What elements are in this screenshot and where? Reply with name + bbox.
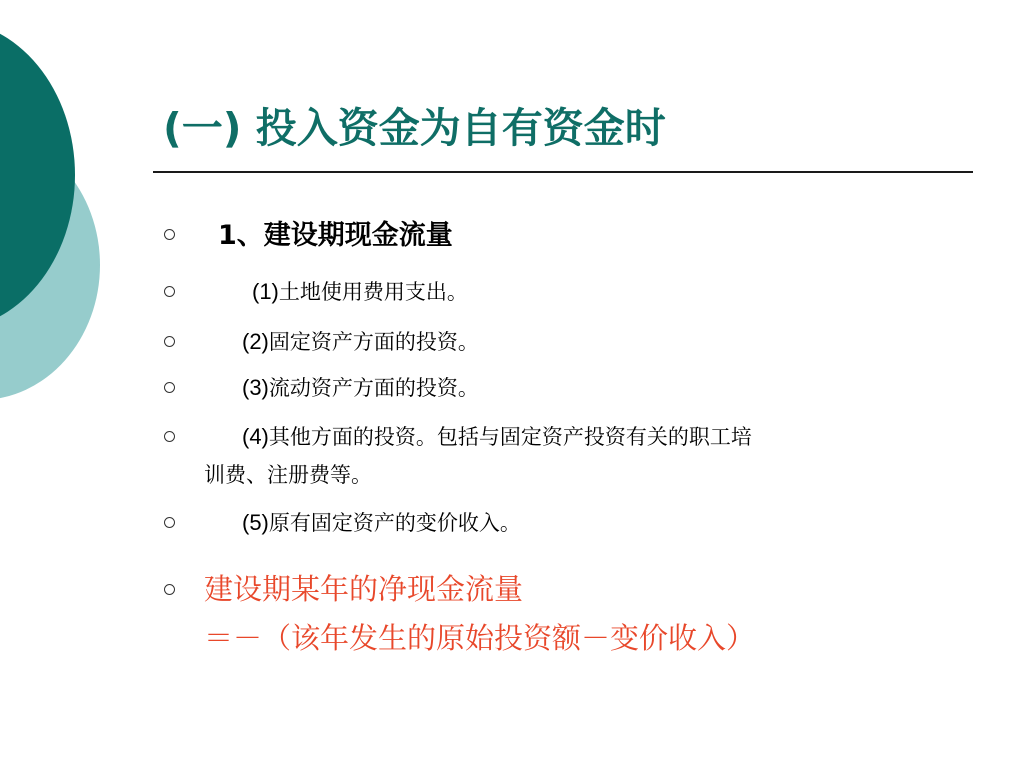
bullet-circle-icon: [164, 336, 175, 347]
list-item: [242, 370, 479, 406]
bullet-circle-icon: [164, 229, 175, 240]
item-text: 原有固定资产的变价收入。: [268, 511, 521, 535]
item-text: 流动资产方面的投资。: [268, 376, 479, 400]
title-divider: [153, 171, 973, 173]
formula-label: 建设期某年的净现金流量: [204, 572, 524, 606]
bullet-circle-icon: [164, 584, 175, 595]
list-item: [242, 505, 521, 541]
item-number: (2): [242, 329, 269, 354]
formula-expression: ＝－（该年发生的原始投资额－变价收入）: [204, 621, 756, 655]
item-number: (4): [242, 424, 269, 449]
bullet-circle-icon: [164, 286, 175, 297]
item-text: 其他方面的投资。包括与固定资产投资有关的职工培: [268, 425, 752, 449]
bullet-circle-icon: [164, 517, 175, 528]
list-item-continuation: 训费、注册费等。: [204, 463, 372, 487]
bullet-circle-icon: [164, 431, 175, 442]
bullet-heading: 1、建设期现金流量: [218, 220, 453, 251]
item-number: (1): [252, 279, 279, 304]
item-text: 固定资产方面的投资。: [268, 330, 479, 354]
list-item: [242, 324, 479, 360]
list-item: [242, 419, 752, 455]
item-number: (5): [242, 510, 269, 535]
item-text: 土地使用费用支出。: [278, 280, 468, 304]
list-item: [252, 274, 468, 310]
bullet-circle-icon: [164, 382, 175, 393]
item-number: (3): [242, 375, 269, 400]
slide-title: (一) 投入资金为自有资金时: [163, 104, 666, 152]
